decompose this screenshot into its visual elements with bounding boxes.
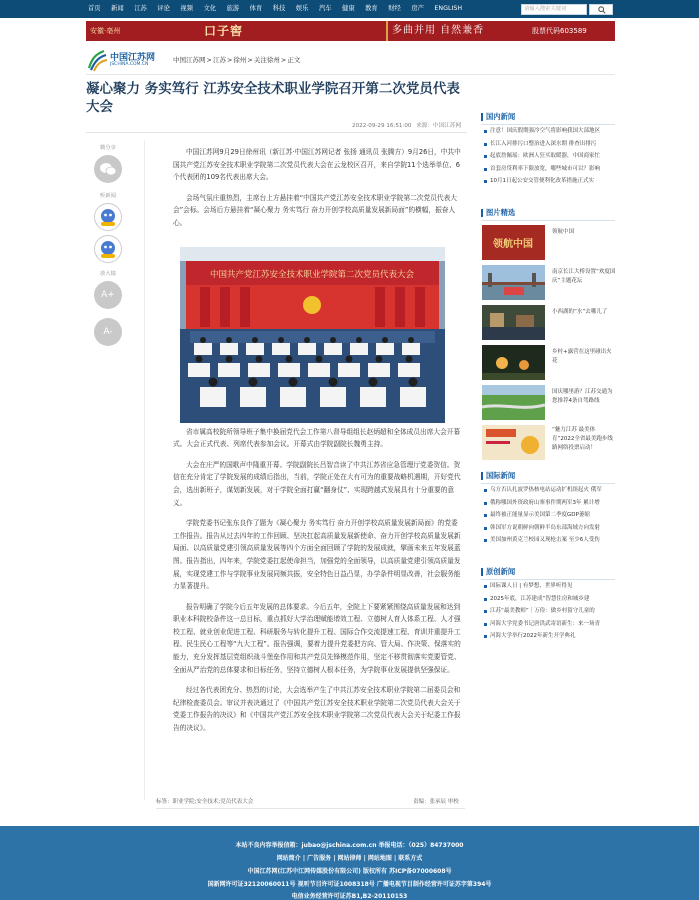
font-increase-button[interactable]: A+ [94, 281, 122, 309]
nav-link[interactable]: 江苏 [134, 5, 147, 12]
listen-news-button[interactable] [94, 203, 122, 231]
photo-thumbnail[interactable] [482, 225, 545, 260]
breadcrumb-separator: > [247, 56, 253, 64]
conference-photo-image [180, 247, 445, 423]
meta-divider [86, 132, 467, 133]
breadcrumb-divider [86, 74, 615, 75]
search-icon [598, 6, 606, 14]
article-editor: 责编：张承辰 审校 [413, 799, 459, 805]
news-list-item[interactable]: 起底詹佩瑶：欧洲人狂买取暖器，中国商家忙 [483, 150, 616, 163]
conference-photo [180, 247, 445, 423]
photos-title[interactable]: 图片精选 [481, 208, 515, 218]
nav-link[interactable]: 视频 [180, 5, 193, 12]
ad-brand: 口子窖 [204, 24, 244, 38]
breadcrumb-item[interactable]: 中国江苏网 [173, 56, 206, 64]
news-list-item[interactable]: 2025年底，江苏建成“智慧住房和城乡建 [483, 593, 616, 606]
photo-thumbnail[interactable] [482, 265, 545, 300]
thumbnail-overlay-text: 领航中国 [493, 239, 533, 250]
tags-divider [156, 808, 465, 809]
article-source: 来源：中国江苏网 [416, 123, 461, 129]
breadcrumb-item: 正文 [287, 56, 301, 64]
nav-link[interactable]: 娱乐 [295, 5, 309, 12]
font-decrease-button[interactable]: A- [94, 318, 122, 346]
thumbnail-image [482, 265, 545, 300]
ad-stock-code: 股票代码603589 [532, 27, 587, 35]
news-list-item[interactable]: 最终被正能量显示美国第二季度GDP萎缩 [483, 509, 616, 522]
photo-caption[interactable]: 小西湖的“水”去哪儿了 [552, 309, 608, 315]
news-list-item[interactable]: 注意！国庆假期强冷空气将影响我国大部地区 [483, 125, 616, 138]
news-list-item[interactable]: 首套房贷利率下限放宽，哪些城市可以？影响 [483, 163, 616, 176]
site-logo[interactable] [86, 48, 158, 72]
section-divider [481, 220, 615, 221]
nav-link[interactable]: 体育 [249, 5, 263, 12]
news-list-item[interactable]: 河海大学举行2022年新生开学典礼 [483, 630, 616, 643]
logo-domain: JSCHINA.COM.CN [110, 62, 149, 67]
news-list-item[interactable]: 江苏“最美教师”｜万俭：做乡村留守儿童的 [483, 605, 616, 618]
intl-news-title[interactable]: 国际新闻 [481, 471, 515, 481]
photo-banner-text: 中国共产党江苏安全技术职业学院第二次党员代表大会 [209, 270, 415, 280]
footer-report-line: 本站不良内容举报信箱：jubao@jschina.com.cn 举报电话：（025）84737000 [235, 842, 464, 849]
article-tags[interactable]: 标签：职业学院;安全技术;党员代表大会 [156, 799, 254, 805]
nav-link[interactable]: 文化 [203, 5, 217, 12]
robot-icon [95, 204, 121, 230]
ad-location: 安徽·亳州 [90, 27, 121, 35]
footer-links[interactable]: 网站简介 | 广告服务 | 网站律师 | 网站地图 | 联系方式 [276, 855, 423, 862]
nav-link[interactable]: 科技 [272, 5, 286, 12]
thumbnail-image [482, 345, 545, 380]
article-datetime: 2022-09-29 16:51:00 [352, 123, 412, 129]
news-list-item[interactable]: 美国加州黄克兰校园又现枪击案 至少6人受伤 [483, 534, 616, 547]
news-list-item[interactable]: 乌方否认扎波罗热核电站运动扩机组起火 俄军 [483, 484, 616, 497]
logo-mark-icon [86, 48, 108, 72]
footer-license: 国新网许可证32120060011号 视听节目许可证1008318号 广播电视节目制作经营许可证苏字第394号 [207, 881, 492, 888]
news-list-item[interactable]: 俄称哪国外资政府山寨事件期两军3年 累计增 [483, 497, 616, 510]
breadcrumb-separator: > [280, 56, 287, 64]
thumbnail-image [482, 425, 545, 460]
share-label: 微分享 [100, 145, 116, 151]
listen-label: 听新闻 [100, 193, 116, 199]
article-paragraph: 会场气氛庄重热烈，主席台上方悬挂着“中国共产党江苏安全技术职业学院第二次党员代表大会”会标。会场后方悬挂着“凝心聚力 务实笃行 奋力开创学校高质量发展新局面”的横幅，振奋人心。 [173, 193, 457, 227]
logo-name: 中国江苏网 [110, 53, 156, 63]
breadcrumb [173, 55, 301, 64]
photo-caption[interactable]: 南京长江大桥设置“欢度国庆”主题花坛 [552, 269, 616, 284]
article-meta [300, 121, 461, 129]
nav-link[interactable]: 房产 [411, 5, 424, 12]
footer-telecom-license: 电信业务经营许可证苏B1,B2-20110153 [291, 893, 408, 900]
article-paragraph: 省市属高校院所领导班子集中换届党代会工作第八督导组组长赵炳超和全体成员出席大会开幕式。大会正式代表、列席代表参加会议。开幕式由学院副院长魏勇主持。 [173, 427, 461, 449]
nav-link[interactable]: 旅游 [226, 5, 240, 12]
thumbnail-image [482, 385, 545, 420]
original-news-title[interactable]: 原创新闻 [481, 567, 515, 577]
article-paragraph: 经过各代表团充分、热烈的讨论，大会选举产生了中共江苏安全技术职业学院第二届委员会和纪律检查委员会。审议并表决通过了《中国共产党江苏安全技术职业学院第二次党员代表大会关于党委工作报告的决议》和《中国共产党江苏安全技术职业学院第二次党员代表大会关于纪委工作报告的决议》。 [173, 686, 461, 733]
breadcrumb-separator: > [226, 56, 233, 64]
zoom-label: 放大镜 [100, 271, 116, 277]
photo-thumbnail[interactable] [482, 305, 545, 340]
article-paragraph: 中国江苏网9月29日徐州讯（新江苏·中国江苏网记者 张扬 通讯员 张腾方）9月26日，中共中国共产党江苏安全技术职业学院第二次党员代表大会在云龙校区召开，来自学院11个选举单位、6个代表团的109名代表出席大会。 [173, 148, 461, 182]
listen-news-button-2[interactable] [94, 235, 122, 263]
nav-link[interactable]: 汽车 [318, 5, 332, 12]
photo-thumbnail[interactable] [482, 345, 545, 380]
ad-divider [386, 21, 388, 41]
article-paragraph: 学院党委书记张东良作了题为《凝心聚力 务实笃行 奋力开创学校高质量发展新局面》的党委工作报告。报告从过去四年的工作回顾、坚决扛起高质量发展新使命、奋力开创学校高质量发展新局面、以高质量党建引领高质量发展等四个方面全面回顾了学院的发展成就，擘画未来五年发展蓝图。报告指出，四年来，学院党委扛起使命担当，加强党的全面领导，以高质量党建引领高质量发展，实现党建工作与学院事业发展同频共振，安全特色日益凸显，办学条件明显改善，社会服务能力显著提升。 [173, 519, 461, 591]
site-footer [0, 826, 699, 900]
nav-link[interactable]: 财经 [388, 5, 401, 12]
photo-caption[interactable]: “魅力江苏 最美体育”2022全省最美跑步线路网络投票启动！ [552, 427, 613, 451]
nav-link[interactable]: ENGLISH [434, 5, 463, 12]
breadcrumb-item[interactable]: 徐州 [233, 56, 247, 64]
breadcrumb-item[interactable]: 江苏 [212, 56, 226, 64]
article-paragraph: 大会在庄严的国歌声中隆重开幕。学院副院长吕智音读了中共江苏省应急管理厅党委贺信。贺信在充分肯定了学院发展的成绩后指出，当前，学院正处在大有可为的重要战略机遇期，开好党代会，选出新班子，谋划新发展，对于学院全面打赢“翻身仗”、实现跨越式发展具有十分重要的意义。 [173, 460, 461, 507]
news-list-item[interactable]: 10月1日起公安交管便利化改革措施正式实 [483, 175, 616, 188]
nav-link[interactable]: 健康 [342, 5, 355, 12]
photo-caption[interactable]: 乡村+露营在这里碰出火花 [552, 349, 612, 364]
nav-link[interactable]: 教育 [365, 5, 378, 12]
rail-divider [144, 140, 145, 800]
breadcrumb-separator: > [206, 56, 212, 64]
photo-thumbnail[interactable] [482, 425, 545, 460]
photo-caption[interactable]: 国庆哪里游？江苏交通为您推荐4条自驾路线 [552, 389, 613, 404]
news-list-item[interactable]: 韩国军方说朝鲜向朝鲜半岛东部海域方向发射 [483, 522, 616, 535]
search-input[interactable]: 请输入搜索关键词 [521, 4, 587, 15]
article-body [173, 146, 462, 743]
search-button[interactable] [589, 4, 613, 15]
nav-links [88, 0, 473, 18]
breadcrumb-item[interactable]: 关注徐州 [253, 56, 280, 64]
nav-link[interactable]: 评论 [157, 5, 170, 12]
photo-caption[interactable]: 领航中国 [552, 229, 575, 235]
nav-link[interactable]: 首页 [88, 5, 101, 12]
top-navigation-bar [0, 0, 699, 18]
news-list-item[interactable]: 长江入河排污口整治进入深水期 排查出排污 [483, 138, 616, 151]
wechat-share-button[interactable] [94, 155, 122, 183]
advertisement-banner[interactable] [86, 21, 615, 41]
nav-link[interactable]: 新闻 [111, 5, 124, 12]
wechat-icon [94, 155, 122, 183]
thumbnail-image [482, 305, 545, 340]
robot-icon [95, 236, 121, 262]
domestic-news-list [483, 125, 616, 188]
article-title: 凝心聚力 务实笃行 江苏安全技术职业学院召开第二次党员代表大会 [86, 81, 460, 115]
article-paragraph: 报告明确了学院今后五年发展的总体要求。今后五年，全院上下要紧紧围绕高质量发展和达到职业本科院校条件这一总目标，重点抓好大学治理赋能增效工程、立德树人育人体系工程、人才强校工程、就业创业促进工程、科研服务与转化提升工程、国际合作交流提速工程、育训并重提升工程、民生民心工程等“九大工程”。报告强调，要着力提升党委把方向、管大局、作决策、保落实的能力，充分发挥基层党组织战斗堡垒作用和共产党员先锋模范作用，坚定不移贯彻落实党要管党、全面从严治党的总体要求和目标任务，坚持立德树人根本任务，为学院事业发展提供坚强保证。 [173, 602, 461, 674]
photo-thumbnail[interactable] [482, 385, 545, 420]
news-list-item[interactable]: 河海大学党委书记唐洪武寄语新生：来一场青 [483, 618, 616, 631]
news-list-item[interactable]: 国际课人日 | 有梦想，世界听得见 [483, 580, 616, 593]
thumbnail-image [482, 225, 545, 260]
intl-news-list [483, 484, 616, 547]
footer-copyright: 中国江苏网(江苏中江网传媒股份有限公司) 版权所有 苏ICP备07000608号 [247, 868, 452, 875]
original-news-list [483, 580, 616, 643]
domestic-news-title[interactable]: 国内新闻 [481, 112, 515, 122]
ad-slogan: 多曲并用 自然兼香 [392, 25, 485, 36]
share-rail [86, 140, 130, 346]
